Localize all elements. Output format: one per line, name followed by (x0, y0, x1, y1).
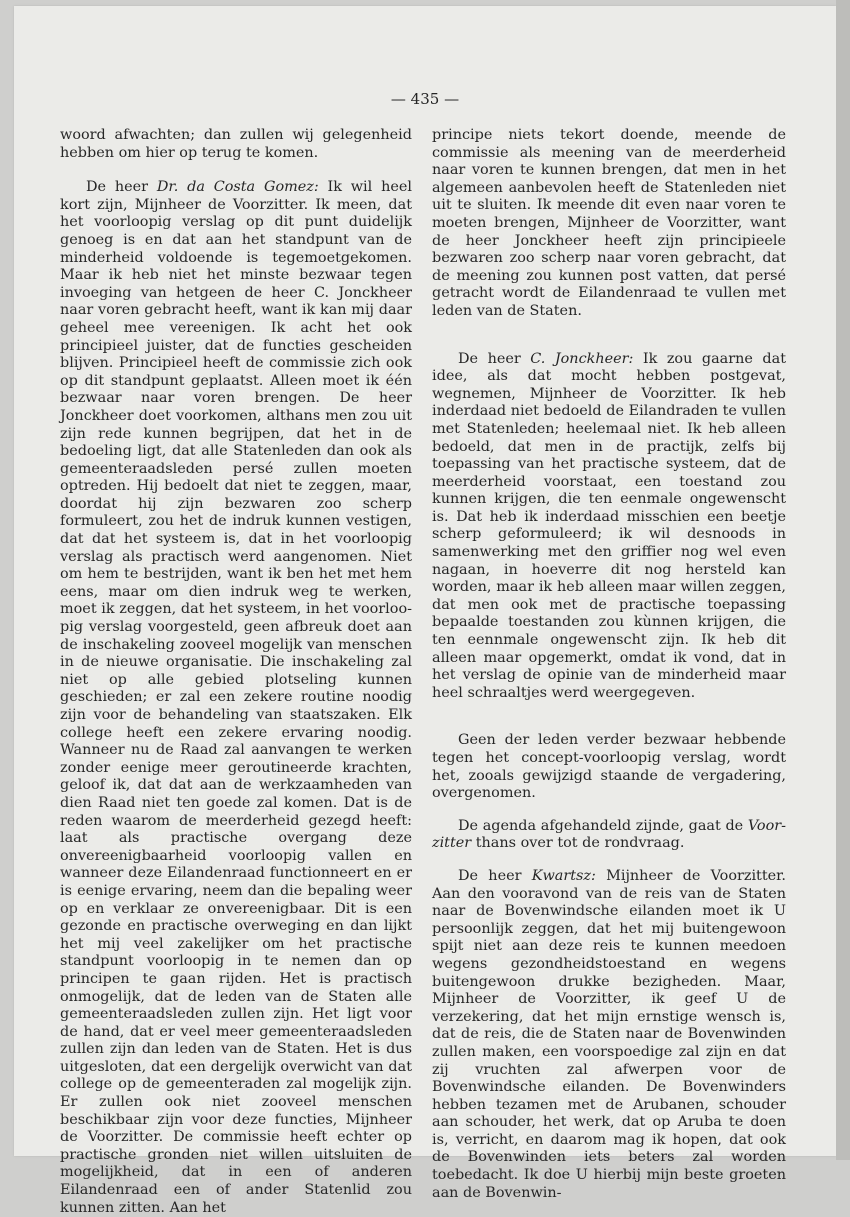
speaker-intro: De heer (458, 350, 531, 367)
paragraph-jonckheer (432, 351, 786, 703)
speaker-name: Kwartsz: (531, 867, 596, 884)
speaker-name: C. Jonckheer: (530, 350, 634, 367)
speaker-name: Dr. da Costa Gomez: (156, 179, 319, 196)
paragraph: principe niets tekort doende, meende de commissie als meening van de meerderheid naar voren te kunnen brengen, dat men in het algemeen aanbevolen heeft de Statenleden niet uit te sluiten. Ik meende dit even naar voren te moeten brengen, Mijnheer de Voorzitter, want de heer Jonckheer heeft zijn principieele bezwaren zoo scherp naar voren gebracht, dat de meening zou kunnen post vatten, dat persé getracht wordt de Eilandenraad te vullen met leden van de Staten. (432, 127, 786, 319)
paragraph-agenda (432, 818, 786, 853)
left-column (60, 127, 412, 1217)
scan-edge (836, 0, 850, 1160)
page-number: — 435 — (390, 90, 460, 108)
speech-text: Ik zou gaarne dat idee, als dat mocht hebben postgevat, wegnemen, Mijnheer de Voorzitter. Ik heb inderdaad niet bedoeld de Eilandraden te vullen met Statenleden; heelemaal niet. Ik heb alleen bedoeld, dat men in de practijk, zelfs bij toepassing van het practische systeem, dat de meerderheid voorstaat, een toestand zou kunnen krijgen, die ten eenmale ongewenscht is. Dat heb ik inderdaad misschien een beetje scherp geformuleerd; ik wil desnoods in samenwerking met den griffier nog wel even nagaan, in hoeverre dit nog hersteld kan worden, maar ik heb alleen maar willen zeggen, dat men ook met de practische toepassing bepaalde toestanden zou kùnnen krijgen, die ten eennmale ongewenscht zijn. Ik heb dit alleen maar opgemerkt, omdat ik vond, dat in het verslag de opinie van de minderheid maar heel schraaltjes werd weergegeven. (432, 350, 787, 701)
document-page (14, 6, 836, 1216)
paragraph-kwartsz (432, 868, 786, 1202)
agenda-tail: thans over tot de rondvraag. (471, 835, 685, 852)
paragraph-da-costa-gomez (60, 179, 412, 1217)
paragraph-adoption: Geen der leden verder bezwaar hebbende tegen het concept-voorloopig verslag, wordt het, zooals gewijzigd staande de vergadering, overgenomen. (432, 732, 786, 802)
paragraph: woord afwachten; dan zullen wij gelegenheid hebben om hier op terug te komen. (60, 127, 412, 161)
right-column (432, 127, 786, 1202)
speech-text: Ik wil heel kort zijn, Mijnheer de Voorzitter. Ik meen, dat het voorloopig verslag op dit punt duidelijk genoeg is en dat aan het standpunt van de minderheid voldoende is tegemoetgekomen. Maar ik heb niet het minste bezwaar tegen invoeging van hetgeen de heer C. Jonckheer naar voren gebracht heeft, want ik kan mij daar geheel mee vereenigen. Ik acht het ook principieel juister, dat de functies gescheiden blijven. Principieel heeft de commissie zich ook op dit standpunt geplaatst. Alleen moet ik één bezwaar naar voren brengen. De heer Jonckheer doet voorkomen, althans men zou uit zijn rede kunnen begrijpen, dat het in de bedoeling ligt, dat alle Statenleden dan ook als gemeenteraadsleden persé zullen moeten optreden. Hij bedoelt dat niet te zeggen, maar, doordat hij zijn bezwaren zoo scherp formuleert, zou het de indruk kunnen vestigen, dat dat het systeem is, dat in het voorloopig verslag als practisch werd aangenomen. Niet om hem te bestrijden, want ik ben het met hem eens, maar om dien indruk weg te werken, moet ik zeggen, dat het systeem, in het voorloopig verslag voorgesteld, geen afbreuk doet aan de inschakeling zooveel mogelijk van menschen in de nieuwe organisatie. Die inschakeling zal niet op alle gebied plotseling kunnen geschieden; er zal een zekere routine noodig zijn voor de behandeling van staatszaken. Elk college heeft een zekere ervaring noodig. Wanneer nu de Raad zal aanvangen te werken zonder eenige meer geroutineerde krachten, geloof ik, dat dat aan de werkzaamheden van dien Raad niet ten goede zal komen. Dat is de reden waarom de meerderheid gezegd heeft: laat als practische overgang deze onvereenigbaarheid voorloopig vallen en wanneer deze Eilandenraad functionneert en er is eenige ervaring, neem dan die bepaling weer op en verklaar ze onvereenigbaar. Dit is een gezonde en practische overweging en dan lijkt het mij veel zakelijker om het practische standpunt voorloopig in te nemen dan op principen te gaan rijden. Het is practisch onmogelijk, dat de leden van de Staten alle gemeenteraadsleden zullen zijn. Het ligt voor de hand, dat er veel meer gemeenteraadsleden zullen zijn dan leden van de Staten. Het is dus uitgesloten, dat een dergelijk overwicht van dat college op de gemeenteraden zal mogelijk zijn. Er zullen ook niet zooveel menschen beschikbaar zijn voor deze functies, Mijnheer de Voorzitter. De commissie heeft echter op practische gronden niet willen uitsluiten de mogelijkheid, dat in een of anderen Eilandenraad een of ander Statenlid zou kunnen zitten. Aan het (60, 179, 412, 1216)
speech-text: Mijnheer de Voorzitter. Aan den vooravond van de reis van de Staten naar de Bovenwindsche eilanden moet ik U persoonlijk zeggen, dat het mij buitengewoon spijt niet aan deze reis te kunnen meedoen wegens gezondheidstoestand en wegens buitengewoon drukke bezigheden. Maar, Mijnheer de Voorzitter, ik geef U de verzekering, dat het mijn ernstige wensch is, dat de reis, die de Staten naar de Bovenwinden zullen maken, een voorspoedige zal zijn en dat zij vruchten zal afwerpen voor de Bovenwindsche eilanden. De Bovenwinders hebben tezamen met de Arubanen, schouder aan schouder, het werk, dat op Aruba te doen is, verricht, en daarom mag ik hopen, dat ook de Bovenwinden iets beters zal worden toebedacht. Ik doe U hierbij mijn beste groeten aan de Bovenwin- (432, 867, 786, 1201)
speaker-intro: De heer (458, 867, 532, 884)
chairman-word: Voorzitter (432, 817, 786, 852)
agenda-text: De agenda afgehandeld zijnde, gaat de (458, 817, 748, 834)
speaker-intro: De heer (86, 179, 157, 196)
